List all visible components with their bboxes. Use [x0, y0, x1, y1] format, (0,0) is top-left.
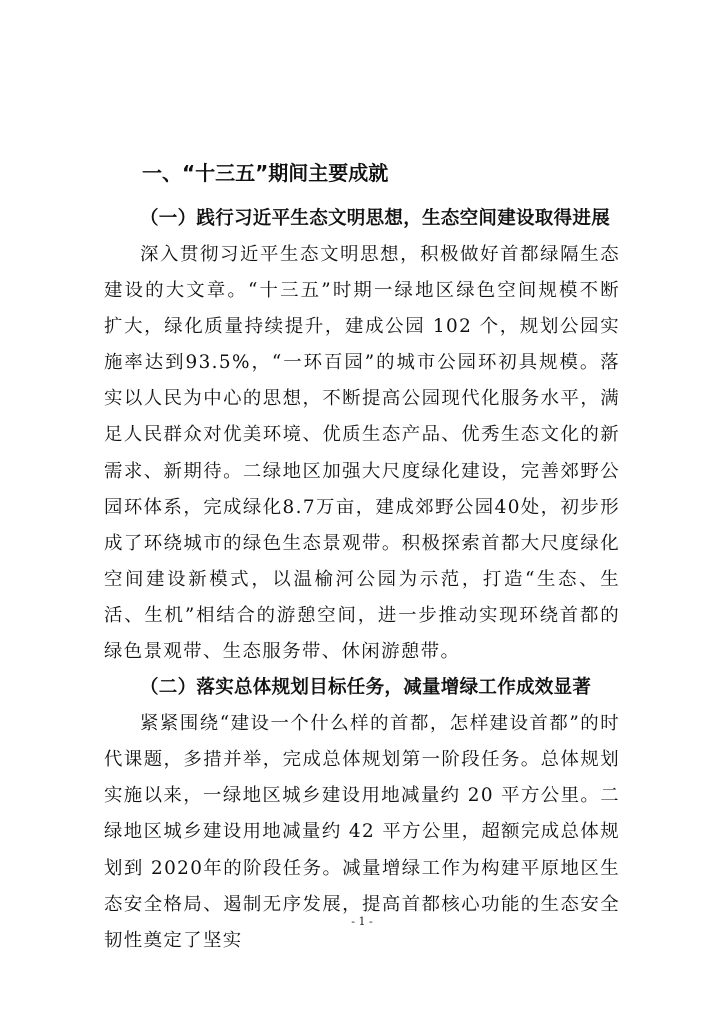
section-heading-1: （一）践行习近平生态文明思想，生态空间建设取得进展: [140, 208, 611, 229]
chapter-heading: 一、“十三五”期间主要成就: [142, 161, 389, 185]
section-body-1: 深入贯彻习近平生态文明思想，积极做好首都绿隔生态建设的大文章。“十三五”时期一绿地区绿色空间规模不断扩大，绿化质量持续提升，建成公园 102 个，规划公园实施率达到93.5%，“一环百园”的城市公园环初具规模。落实以人民为中心的思想，不断提高公园现代化服务水平，满足人民群众对优美环境、优质生态产品、优秀生态文化的新需求、新期待。二绿地区加强大尺度绿化建设，完善郊野公园环体系，完成绿化8.7万亩，建成郊野公园40处，初步形成了环绕城市的绿色生态景观带。积极探索首都大尺度绿化空间建设新模式，以温榆河公园为示范，打造“生态、生活、生机”相结合的游憩空间，进一步推动实现环绕首都的绿色景观带、生态服务带、休闲游憩带。: [104, 244, 620, 663]
section-body-2: 紧紧围绕“建设一个什么样的首都，怎样建设首都”的时代课题，多措并举，完成总体规划第一阶段任务。总体规划实施以来，一绿地区城乡建设用地减量约 20 平方公里。二绿地区城乡建设用地减量约 42 平方公里，超额完成总体规划到 2020年的阶段任务。减量增绿工作为构建平原地区生态安全格局、遏制无序发展，提高首都核心功能的生态安全韧性奠定了坚实: [104, 713, 620, 951]
page-number: - 1 -: [351, 915, 373, 928]
page-content: [104, 155, 620, 959]
section-heading-2: （二）落实总体规划目标任务，减量增绿工作成效显著: [140, 677, 592, 699]
